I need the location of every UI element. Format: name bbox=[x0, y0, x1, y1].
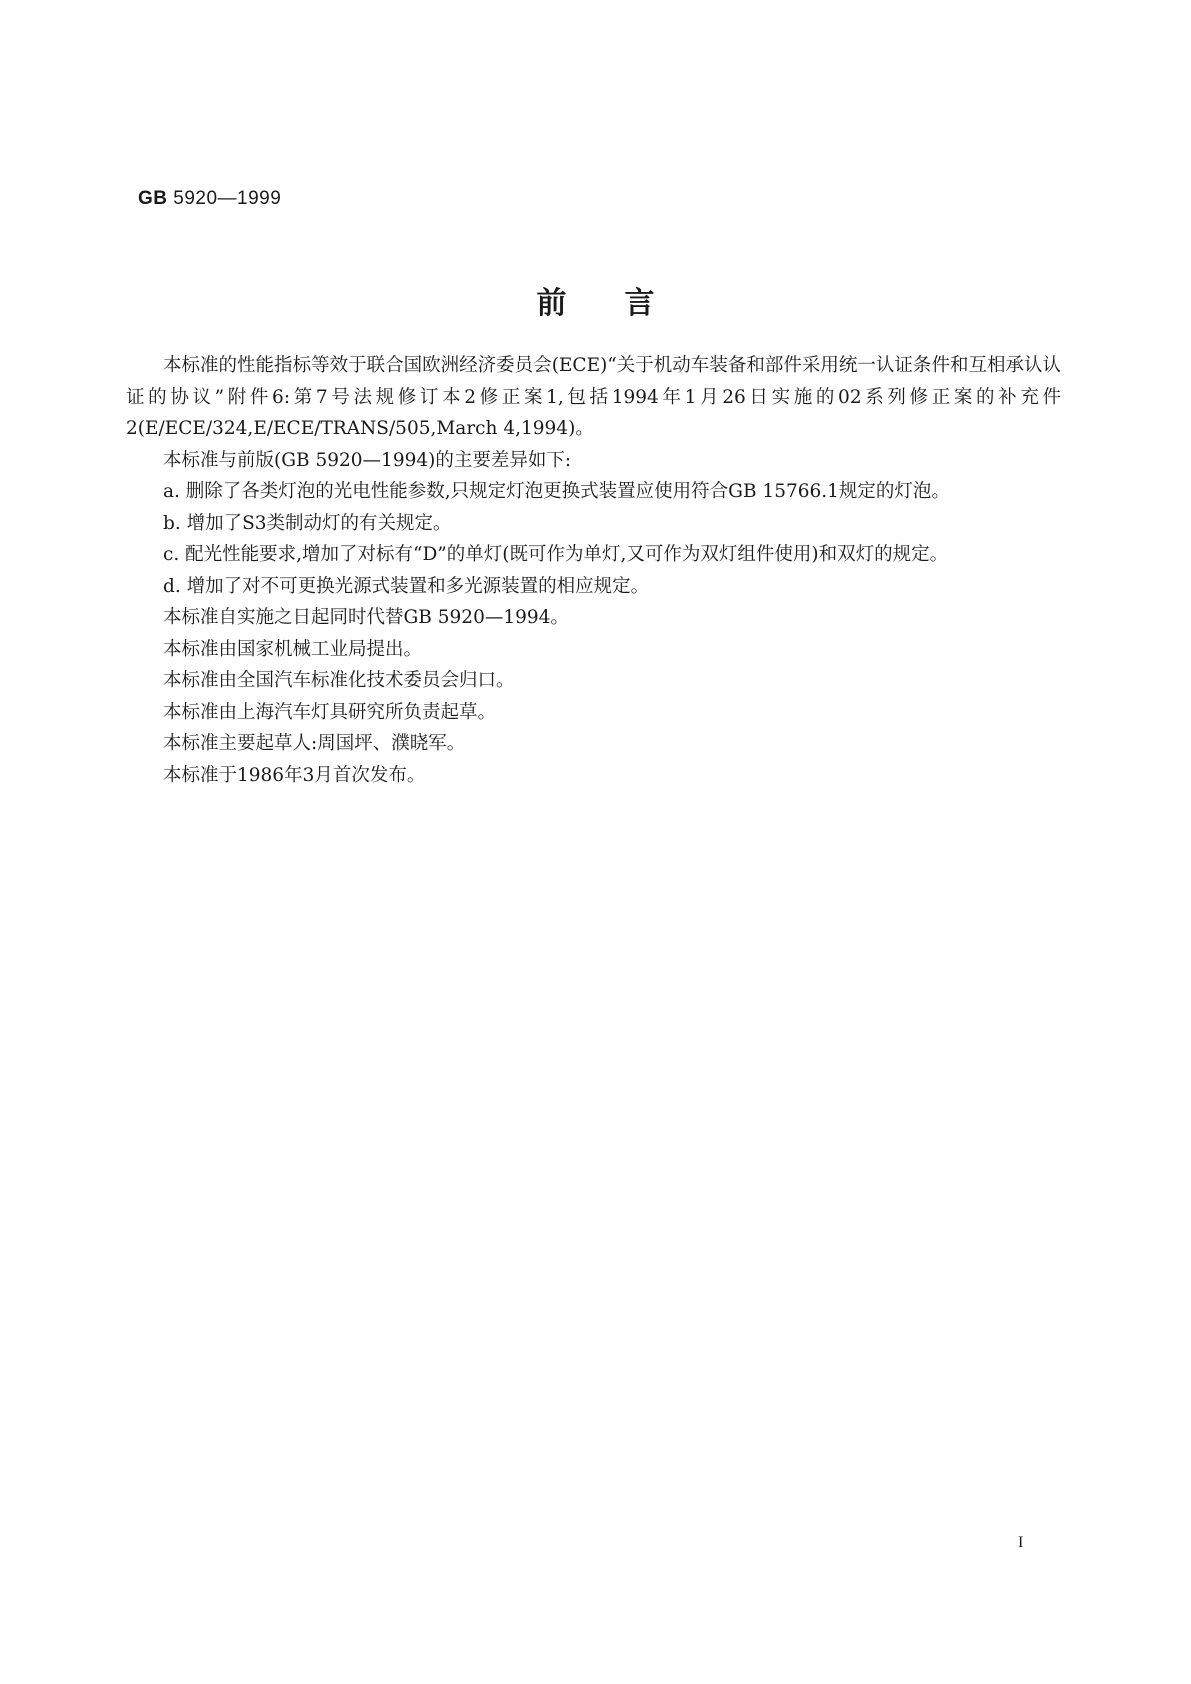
paragraph-replaces: 本标准自实施之日起同时代替GB 5920—1994。 bbox=[163, 607, 569, 628]
standard-code-number: 5920—1999 bbox=[173, 188, 282, 209]
paragraph-differences-intro: 本标准与前版(GB 5920—1994)的主要差异如下: bbox=[163, 449, 572, 471]
standard-code-prefix: GB bbox=[138, 188, 168, 209]
list-item-c: c. 配光性能要求,增加了对标有“D”的单灯(既可作为单灯,又可作为双灯组件使用)和双灯的规定。 bbox=[163, 544, 949, 565]
paragraph-proposed-by: 本标准由国家机械工业局提出。 bbox=[163, 638, 423, 660]
page-title: 前言 bbox=[536, 286, 713, 321]
list-item-d: d. 增加了对不可更换光源式装置和多光源装置的相应规定。 bbox=[163, 575, 650, 597]
page-number: I bbox=[1018, 1534, 1024, 1551]
paragraph-equivalence: 本标准的性能指标等效于联合国欧洲经济委员会(ECE)“关于机动车装备和部件采用统一认证条件和互相承认认证的协议”附件6:第7号法规修订本2修正案1,包括1994年1月26日实施的02系列修正案的补充件2(E/ECE/324,E/ECE/TRANS/505,March 4,1994)。 bbox=[126, 355, 1061, 439]
list-item-b: b. 增加了S3类制动灯的有关规定。 bbox=[163, 512, 452, 534]
paragraph-centralized-by: 本标准由全国汽车标准化技术委员会归口。 bbox=[163, 670, 515, 691]
foreword-body bbox=[126, 350, 1061, 791]
paragraph-drafters: 本标准主要起草人:周国坪、濮晓军。 bbox=[163, 733, 466, 754]
standard-code bbox=[138, 188, 281, 210]
paragraph-first-issued: 本标准于1986年3月首次发布。 bbox=[163, 764, 426, 786]
paragraph-drafted-by: 本标准由上海汽车灯具研究所负责起草。 bbox=[163, 701, 497, 723]
list-item-a: a. 删除了各类灯泡的光电性能参数,只规定灯泡更换式装置应使用符合GB 15766.1规定的灯泡。 bbox=[163, 481, 950, 502]
